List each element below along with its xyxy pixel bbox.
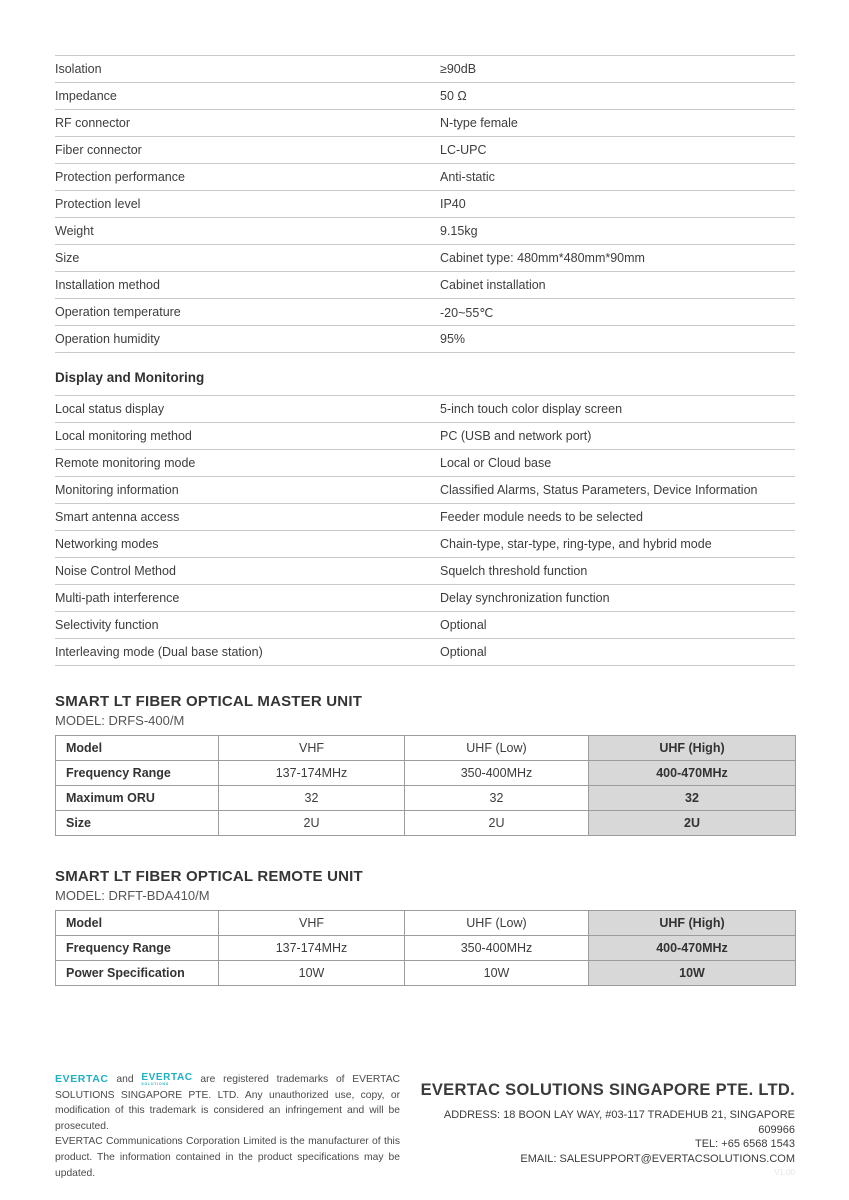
cell-value: 32: [405, 786, 589, 811]
spec-value: 95%: [440, 332, 466, 346]
cell-value: 400-470MHz: [589, 761, 796, 786]
company-address: ADDRESS: 18 BOON LAY WAY, #03-117 TRADEHUB 21, SINGAPORE 609966: [443, 1109, 795, 1136]
spec-value: Chain-type, star-type, ring-type, and hybrid mode: [440, 537, 712, 551]
spec-row: [55, 422, 795, 449]
spec-value: LC-UPC: [440, 143, 487, 157]
spec-label: Smart antenna access: [55, 510, 180, 524]
row-label: Power Specification: [56, 961, 219, 986]
spec-label: Networking modes: [55, 537, 159, 551]
column-header: UHF (Low): [405, 736, 589, 761]
table-row: [56, 786, 796, 811]
display-monitoring-table: [55, 395, 795, 666]
spec-row: [55, 109, 795, 136]
spec-label: Protection level: [55, 197, 141, 211]
spec-row: [55, 584, 795, 611]
evertac-solutions-logo-text: EVERTAC: [141, 1071, 193, 1083]
evertac-solutions-logo: [141, 1073, 192, 1087]
spec-label: Local monitoring method: [55, 429, 192, 443]
spec-row: [55, 557, 795, 584]
evertac-logo: EVERTAC: [55, 1073, 109, 1085]
trademark-legal-text: [55, 1072, 400, 1181]
row-label: Frequency Range: [56, 936, 219, 961]
spec-label: Impedance: [55, 89, 117, 103]
spec-row: [55, 449, 795, 476]
column-header: UHF (High): [589, 911, 796, 936]
cell-value: 10W: [589, 961, 796, 986]
spec-label: Local status display: [55, 402, 165, 416]
spec-row: [55, 190, 795, 217]
cell-value: 2U: [219, 811, 405, 836]
spec-label: Remote monitoring mode: [55, 456, 196, 470]
company-email: EMAIL: SALESUPPORT@EVERTACSOLUTIONS.COM: [520, 1152, 795, 1165]
spec-label: Noise Control Method: [55, 564, 176, 578]
spec-label: Interleaving mode (Dual base station): [55, 645, 263, 659]
table-header-row: [56, 911, 796, 936]
spec-value: Optional: [440, 645, 487, 659]
table-row: [56, 936, 796, 961]
general-spec-table: [55, 55, 795, 353]
spec-row: [55, 217, 795, 244]
spec-row: [55, 395, 795, 422]
cell-value: 350-400MHz: [405, 936, 589, 961]
spec-value: Delay synchronization function: [440, 591, 610, 605]
page-footer: [55, 1072, 795, 1181]
spec-row: [55, 136, 795, 163]
row-label: Size: [56, 811, 219, 836]
spec-value: 5-inch touch color display screen: [440, 402, 623, 416]
company-tel: TEL: +65 6568 1543: [695, 1138, 795, 1150]
cell-value: 137-174MHz: [219, 936, 405, 961]
spec-value: Feeder module needs to be selected: [440, 510, 643, 524]
table-row: [56, 761, 796, 786]
spec-value: Anti-static: [440, 170, 495, 184]
spec-value: -20~55℃: [440, 305, 494, 320]
spec-value: Optional: [440, 618, 487, 632]
remote-unit-model: MODEL: DRFT-BDA410/M: [55, 888, 210, 903]
spec-row: [55, 244, 795, 271]
cell-value: 350-400MHz: [405, 761, 589, 786]
spec-value: Local or Cloud base: [440, 456, 552, 470]
legal-text: and: [116, 1074, 134, 1085]
spec-value: Squelch threshold function: [440, 564, 588, 578]
spec-row: [55, 298, 795, 325]
spec-label: Operation temperature: [55, 305, 181, 319]
spec-row: [55, 55, 795, 82]
legal-paragraph-1: [55, 1072, 400, 1134]
company-info-block: [415, 1072, 795, 1177]
table-header-row: [56, 736, 796, 761]
spec-row: [55, 476, 795, 503]
column-header: UHF (Low): [405, 911, 589, 936]
spec-row: [55, 530, 795, 557]
spec-value: N-type female: [440, 116, 518, 130]
spec-row: [55, 325, 795, 352]
spec-value: 9.15kg: [440, 224, 478, 238]
cell-value: 137-174MHz: [219, 761, 405, 786]
cell-value: 10W: [219, 961, 405, 986]
remote-unit-section: [55, 868, 795, 986]
legal-text: are registered trademarks of EVERTAC SOLUTIONS SINGAPORE PTE. LTD. Any unauthorized use, copy, or modification of this trademark is considered an infringement and will be prosecuted.: [55, 1074, 400, 1132]
spec-label: Operation humidity: [55, 332, 160, 346]
spec-label: Selectivity function: [55, 618, 159, 632]
cell-value: 2U: [405, 811, 589, 836]
spec-row: [55, 82, 795, 109]
spec-row: [55, 503, 795, 530]
spec-label: RF connector: [55, 116, 131, 130]
spec-value: PC (USB and network port): [440, 429, 592, 443]
master-unit-title: SMART LT FIBER OPTICAL MASTER UNIT: [55, 693, 363, 710]
row-label: Maximum ORU: [56, 786, 219, 811]
column-header: Model: [56, 736, 219, 761]
master-unit-section: [55, 693, 795, 836]
table-row: [56, 811, 796, 836]
cell-value: 10W: [405, 961, 589, 986]
spec-value: Cabinet installation: [440, 278, 546, 292]
spec-label: Size: [55, 251, 80, 265]
column-header: VHF: [219, 736, 405, 761]
remote-unit-title: SMART LT FIBER OPTICAL REMOTE UNIT: [55, 868, 363, 885]
spec-value: 50 Ω: [440, 89, 467, 103]
spec-row: [55, 271, 795, 298]
evertac-solutions-logo-subtext: SOLUTIONS: [141, 1082, 169, 1086]
cell-value: 400-470MHz: [589, 936, 796, 961]
spec-row: [55, 611, 795, 638]
master-unit-model: MODEL: DRFS-400/M: [55, 713, 185, 728]
spec-label: Weight: [55, 224, 94, 238]
cell-value: 2U: [589, 811, 796, 836]
spec-label: Monitoring information: [55, 483, 179, 497]
spec-value: IP40: [440, 197, 466, 211]
spec-label: Installation method: [55, 278, 160, 292]
display-monitoring-heading: Display and Monitoring: [55, 370, 205, 385]
document-version: V1.00: [774, 1168, 795, 1177]
legal-paragraph-2: EVERTAC Communications Corporation Limited is the manufacturer of this product. The information contained in the product specifications may be updated.: [55, 1136, 400, 1179]
spec-value: Cabinet type: 480mm*480mm*90mm: [440, 251, 645, 265]
row-label: Frequency Range: [56, 761, 219, 786]
column-header: VHF: [219, 911, 405, 936]
spec-label: Multi-path interference: [55, 591, 180, 605]
spec-label: Fiber connector: [55, 143, 142, 157]
table-row: [56, 961, 796, 986]
spec-value: Classified Alarms, Status Parameters, Device Information: [440, 483, 758, 497]
column-header: UHF (High): [589, 736, 796, 761]
column-header: Model: [56, 911, 219, 936]
master-unit-table: [55, 735, 796, 836]
spec-label: Isolation: [55, 62, 102, 76]
spec-row: [55, 163, 795, 190]
cell-value: 32: [589, 786, 796, 811]
company-name: EVERTAC SOLUTIONS SINGAPORE PTE. LTD.: [420, 1081, 795, 1099]
remote-unit-table: [55, 910, 796, 986]
cell-value: 32: [219, 786, 405, 811]
spec-row: [55, 638, 795, 665]
spec-label: Protection performance: [55, 170, 185, 184]
spec-value: ≥90dB: [440, 62, 477, 76]
